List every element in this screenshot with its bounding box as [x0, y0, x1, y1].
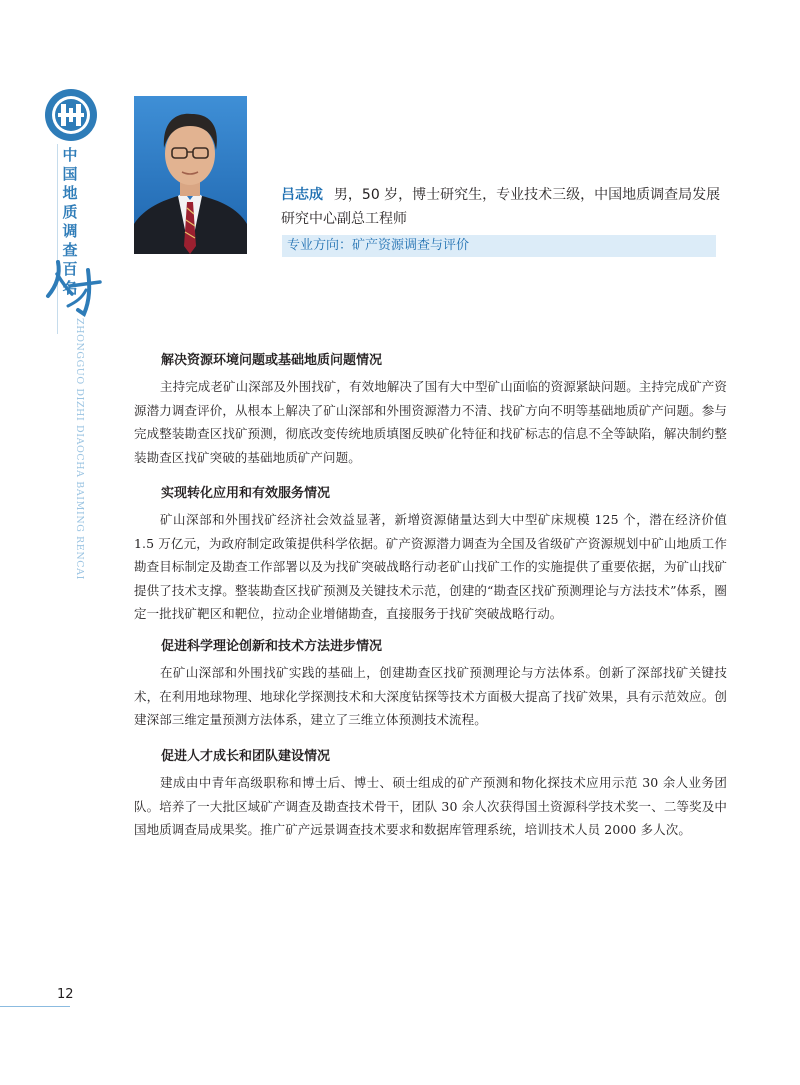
- page-number: 12: [57, 987, 74, 1002]
- series-pinyin: ZHONGGUO DIZHI DIAOCHA BAIMING RENCAI: [74, 318, 85, 580]
- section-body: 建成由中青年高级职称和博士后、博士、硕士组成的矿产预测和物化探技术应用示范 30 余人业务团队。培养了一大批区域矿产调查及勘查技术骨干，团队 30 余人次获得国土资源科学技术奖一、二等奖及中国地质调查局成果奖。推广矿产远景调查技术要求和数据库管理系统，培训技术人员 2000 多人次。: [134, 775, 727, 837]
- portrait-photo: [134, 96, 247, 254]
- person-name: 吕志成: [281, 187, 323, 203]
- cgs-logo-icon: [44, 88, 98, 142]
- specialty-bar: 专业方向：矿产资源调查与评价: [282, 235, 716, 257]
- section-body: 在矿山深部和外围找矿实践的基础上，创建勘查区找矿预测理论与方法体系。创新了深部找矿关键技术，在利用地球物理、地球化学探测技术和大深度钻探等技术方面极大提高了找矿效果，具有示范效应。创建深部三维定量预测方法体系，建立了三维立体预测技术流程。: [134, 665, 727, 727]
- section-team-building: [134, 745, 727, 842]
- series-title-char: 百: [62, 260, 78, 278]
- series-title-char: 国: [62, 165, 78, 183]
- series-title-char: 查: [62, 241, 78, 259]
- section-heading: 解决资源环境问题或基础地质问题情况: [161, 353, 383, 368]
- series-title-char: 地: [62, 184, 78, 202]
- section-heading: 促进人才成长和团队建设情况: [161, 749, 331, 764]
- series-title-char: 调: [62, 222, 78, 240]
- series-title-char: 中: [62, 146, 78, 164]
- section-resource-problems: [134, 349, 727, 469]
- person-summary: 男，50 岁，博士研究生，专业技术三级，中国地质调查局发展研究中心副总工程师: [281, 187, 721, 227]
- series-title-char: 名: [62, 279, 78, 297]
- section-body: 矿山深部和外围找矿经济社会效益显著，新增资源储量达到大中型矿床规模 125 个，潜在经济价值 1.5 万亿元，为政府制定政策提供科学依据。矿产资源潜力调查为全国及省级矿产资源规划中矿山地质工作勘查目标制定及勘查工作部署以及为找矿突破战略行动老矿山找矿工作的实施提供了重要依据，为矿山找矿提供了技术支撑。整装勘查区找矿预测及关键技术示范，创建的“勘查区找矿预测理论与方法技术”体系，圈定一批找矿靶区和靶位，拉动企业增储勘查，直接服务于找矿突破战略行动。: [134, 512, 727, 621]
- section-theory-innovation: [134, 635, 727, 732]
- footer-rule: [0, 1006, 70, 1007]
- series-title-char: 质: [62, 203, 78, 221]
- section-heading: 促进科学理论创新和技术方法进步情况: [161, 639, 383, 654]
- profile-intro: [281, 183, 721, 231]
- section-body: 主持完成老矿山深部及外围找矿，有效地解决了国有大中型矿山面临的资源紧缺问题。主持完成矿产资源潜力调查评价，从根本上解决了矿山深部和外围资源潜力不清、找矿方向不明等基础地质矿产问题。参与完成整装勘查区找矿预测，彻底改变传统地质填图反映矿化特征和找矿标志的信息不全等缺陷，解决制约整装勘查区找矿突破的基础地质矿产问题。: [134, 379, 728, 465]
- section-heading: 实现转化应用和有效服务情况: [161, 486, 331, 501]
- section-application-service: [134, 482, 727, 626]
- rencai-calligraphy-icon: [44, 256, 104, 318]
